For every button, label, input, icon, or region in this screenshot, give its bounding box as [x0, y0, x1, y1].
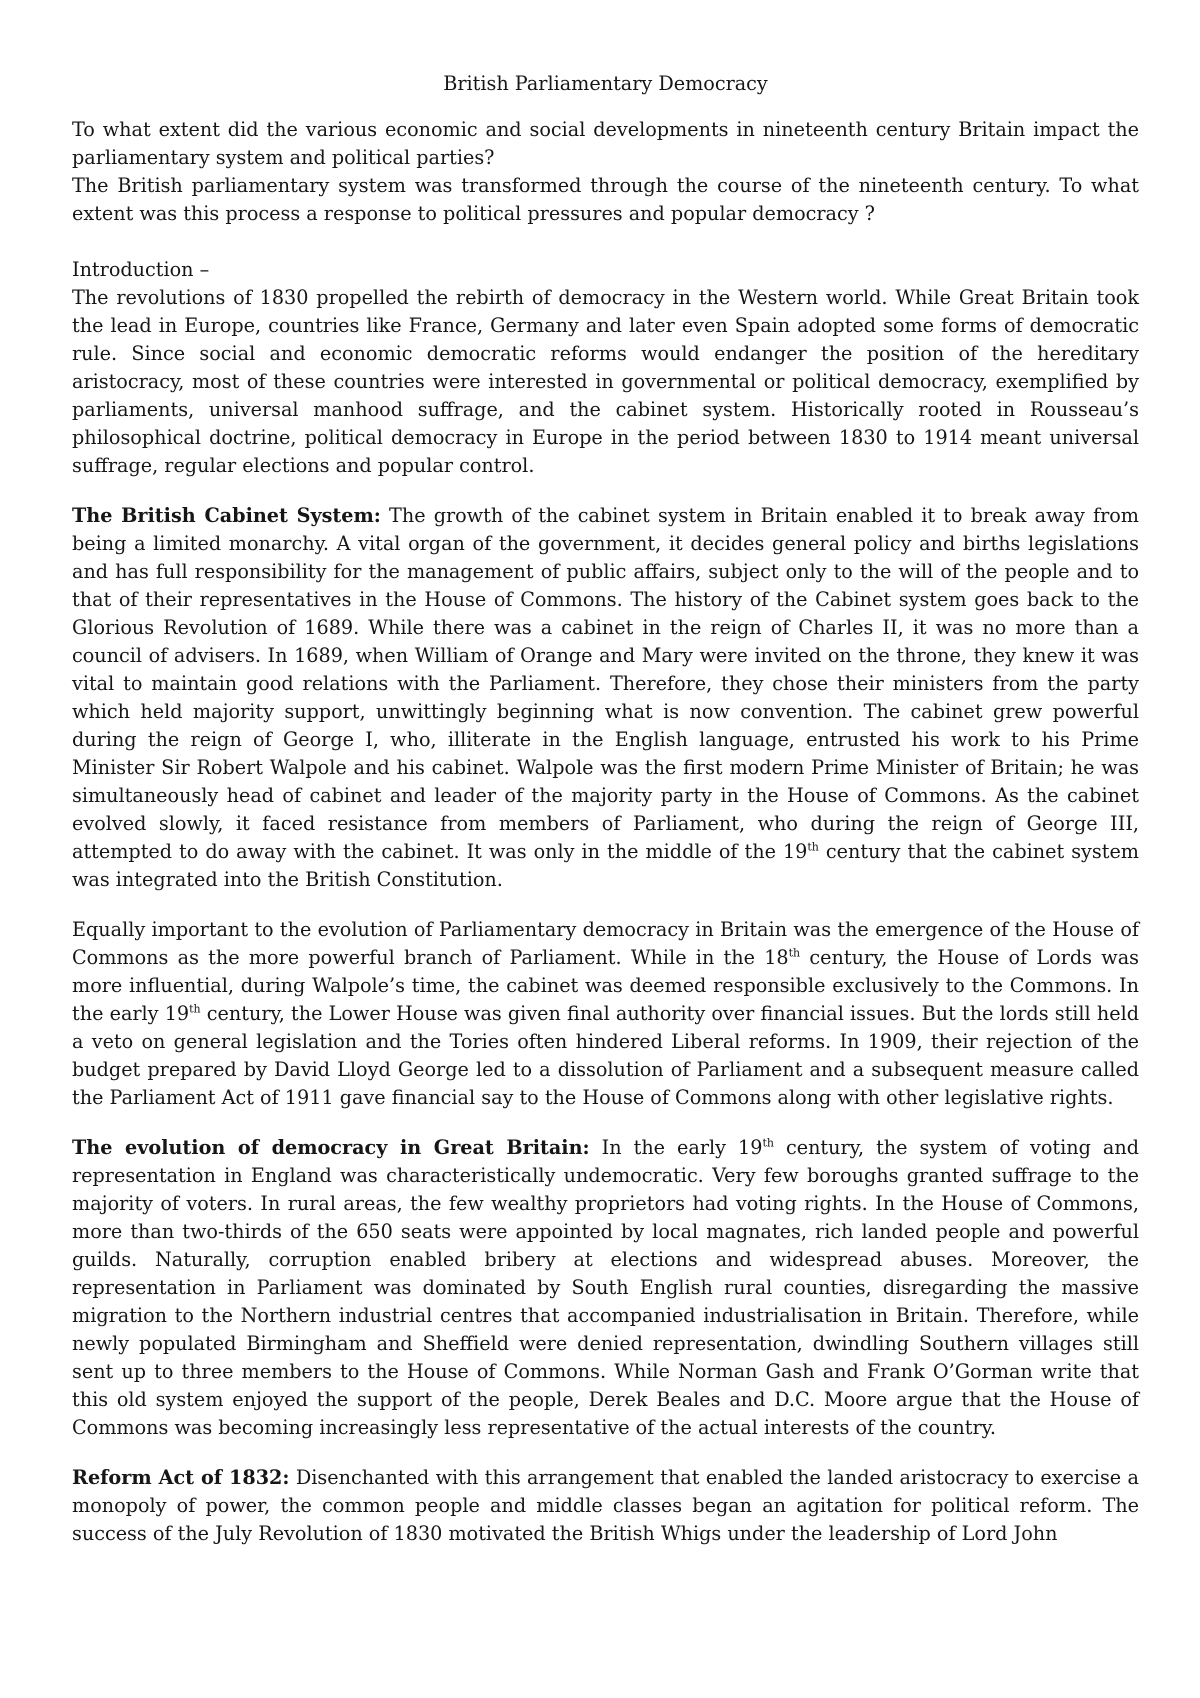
spacer: [72, 1112, 1139, 1134]
cabinet-heading: The British Cabinet System:: [72, 504, 381, 527]
question-2: The British parliamentary system was transformed through the course of the nineteenth century. To what extent was this process a response to political pressures and popular democracy ?: [72, 174, 1139, 225]
cabinet-paragraph: [72, 502, 1139, 894]
reform-text: Disenchanted with this arrangement that enabled the landed aristocracy to exercise a monopoly of power, the common people and middle classes began an agitation for political reform. The success of the July Revolution of 1830 motivated the British Whigs under the leadership of Lord John: [72, 1466, 1139, 1545]
commons-text-b: century, the House of Lords was more influential, during Walpole’s time, the cabinet was deemed responsible exclusively to the Commons. In the early 19: [72, 946, 1139, 1025]
ordinal-suffix: th: [762, 1136, 774, 1150]
evolution-heading: The evolution of democracy in Great Britain:: [72, 1136, 590, 1159]
spacer: [72, 1442, 1139, 1464]
question-1: To what extent did the various economic and social developments in nineteenth century Britain impact the parliamentary system and political parties?: [72, 118, 1139, 169]
spacer: [72, 894, 1139, 916]
cabinet-text-a: The growth of the cabinet system in Britain enabled it to break away from being a limited monarchy. A vital organ of the government, it decides general policy and births legislations and has full responsibility for the management of public affairs, subject only to the will of the people and to that of their representatives in the House of Commons. The history of the Cabinet system goes back to the Glorious Revolution of 1689. While there was a cabinet in the reign of Charles II, it was no more than a council of advisers. In 1689, when William of Orange and Mary were invited on the throne, they knew it was vital to maintain good relations with the Parliament. Therefore, they chose their ministers from the party which held majority support, unwittingly beginning what is now convention. The cabinet grew powerful during the reign of George I, who, illiterate in the English language, entrusted his work to his Prime Minister Sir Robert Walpole and his cabinet. Walpole was the first modern Prime Minister of Britain; he was simultaneously head of cabinet and leader of the majority party in the House of Commons. As the cabinet evolved slowly, it faced resistance from members of Parliament, who during the reign of George III, attempted to do away with the cabinet. It was only in the middle of the 19: [72, 504, 1139, 863]
document-title: British Parliamentary Democracy: [443, 72, 768, 95]
ordinal-suffix: th: [788, 946, 801, 960]
reform-heading: Reform Act of 1832:: [72, 1466, 290, 1489]
ordinal-suffix: th: [807, 840, 819, 854]
reform-paragraph: [72, 1464, 1139, 1548]
document-page: [72, 70, 1139, 1548]
introduction-paragraph: The revolutions of 1830 propelled the rebirth of democracy in the Western world. While Great Britain took the lead in Europe, countries like France, Germany and later even Spain adopted some forms of democratic rule. Since social and economic democratic reforms would endanger the position of the hereditary aristocracy, most of these countries were interested in governmental or political democracy, exemplified by parliaments, universal manhood suffrage, and the cabinet system. Historically rooted in Rousseau’s philosophical doctrine, political democracy in Europe in the period between 1830 to 1914 meant universal suffrage, regular elections and popular control.: [72, 286, 1139, 477]
commons-paragraph: [72, 916, 1139, 1112]
spacer: [72, 480, 1139, 502]
cabinet-text-b: century that the cabinet system was integrated into the British Constitution.: [72, 840, 1139, 891]
introduction-heading: Introduction –: [72, 258, 210, 281]
evolution-text-b: century, the system of voting and representation in England was characteristically undemocratic. Very few boroughs granted suffrage to the majority of voters. In rural areas, the few wealthy proprietors had voting rights. In the House of Commons, more than two-thirds of the 650 seats were appointed by local magnates, rich landed people and powerful guilds. Naturally, corruption enabled bribery at elections and widespread abuses. Moreover, the representation in Parliament was dominated by South English rural counties, disregarding the massive migration to the Northern industrial centres that accompanied industrialisation in Britain. Therefore, while newly populated Birmingham and Sheffield were denied representation, dwindling Southern villages still sent up to three members to the House of Commons. While Norman Gash and Frank O’Gorman write that this old system enjoyed the support of the people, Derek Beales and D.C. Moore argue that the House of Commons was becoming increasingly less representative of the actual interests of the country.: [72, 1136, 1139, 1439]
ordinal-suffix: th: [189, 1002, 201, 1016]
evolution-text-a: In the early 19: [589, 1136, 763, 1159]
spacer: [72, 228, 1139, 256]
evolution-paragraph: [72, 1134, 1139, 1442]
commons-text-c: century, the Lower House was given final authority over financial issues. But the lords still held a veto on general legislation and the Tories often hindered Liberal reforms. In 1909, their rejection of the budget prepared by David Lloyd George led to a dissolution of Parliament and a subsequent measure called the Parliament Act of 1911 gave financial say to the House of Commons along with other legislative rights.: [72, 1002, 1139, 1109]
commons-text-a: Equally important to the evolution of Parliamentary democracy in Britain was the emergence of the House of Commons as the more powerful branch of Parliament. While in the 18: [72, 918, 1139, 969]
